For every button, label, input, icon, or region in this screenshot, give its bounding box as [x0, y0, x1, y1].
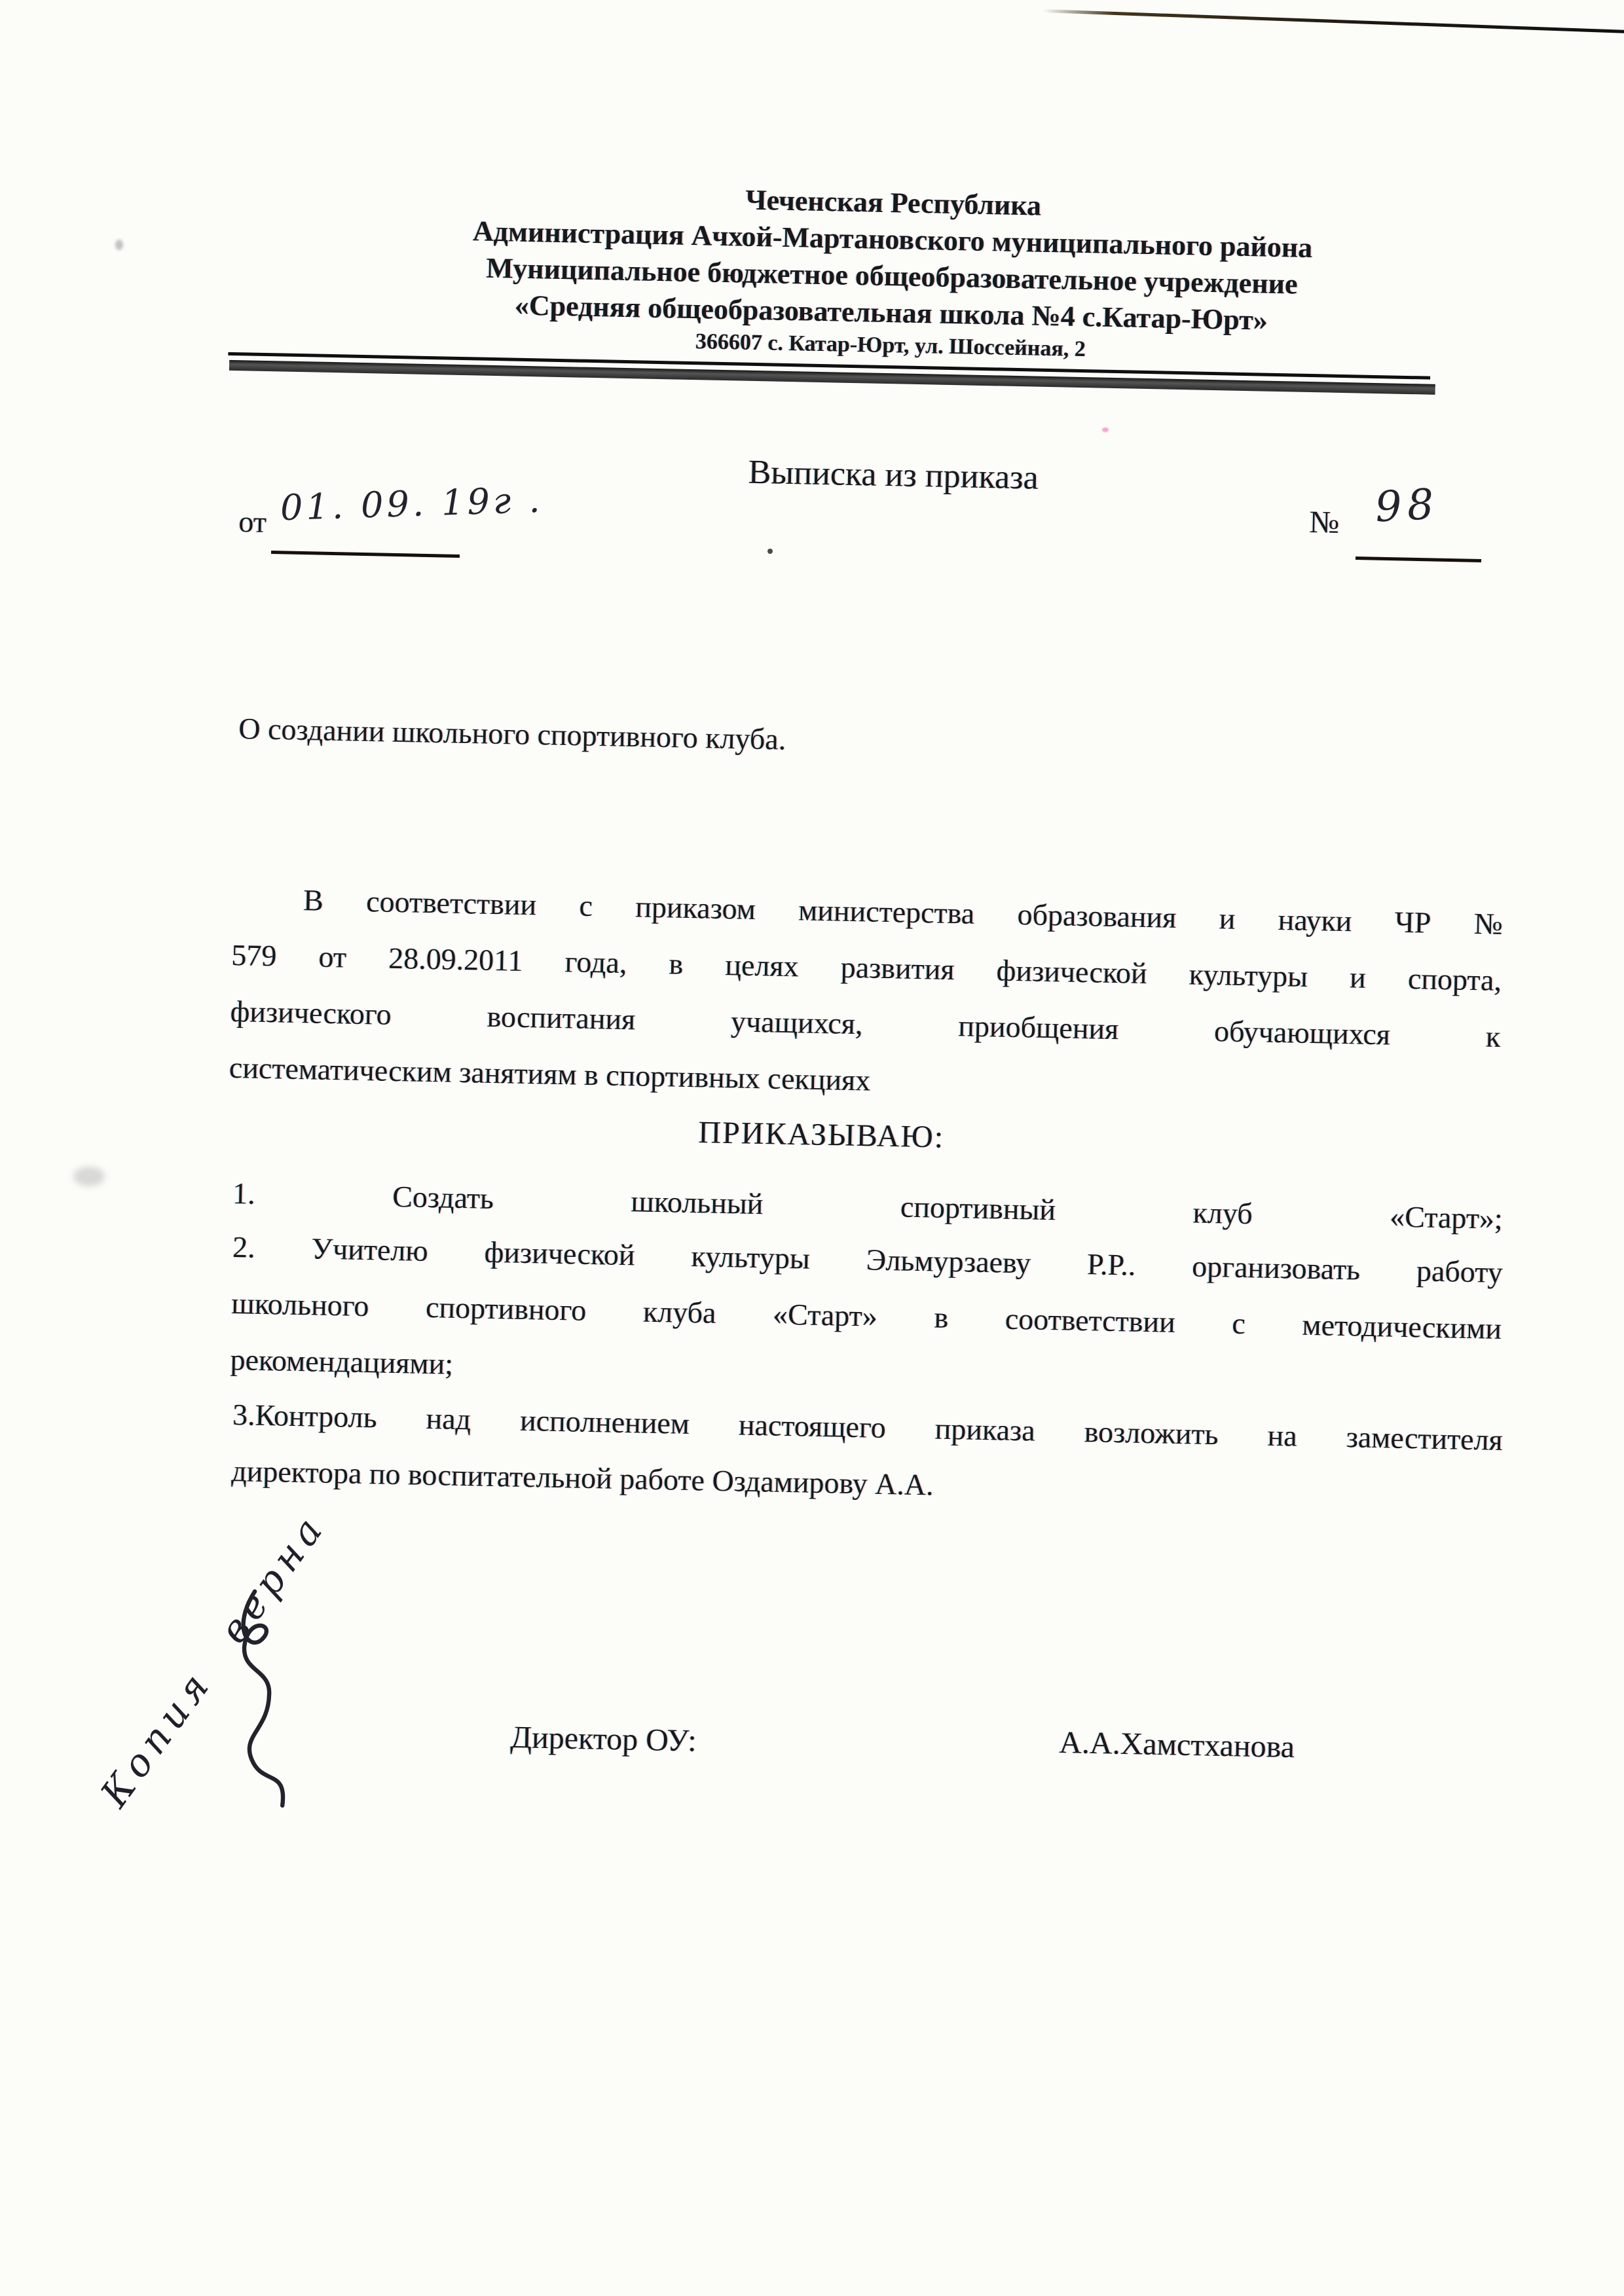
director-label: Директор ОУ: [509, 1719, 697, 1758]
date-label: от [238, 504, 267, 539]
director-name: А.А.Хамстханова [1058, 1724, 1295, 1765]
pink-speck-artifact [1102, 428, 1109, 432]
order-item-line: рекомендациями; [230, 1342, 454, 1381]
body-line: 579 от 28.09.2011 года, в целях развития физической культуры и спорта, [231, 938, 1502, 997]
number-value-handwritten: 98 [1374, 480, 1441, 532]
date-underline [271, 551, 460, 558]
order-item-line: 3.Контроль над исполнением настоящего приказа возложить на заместителя [232, 1397, 1504, 1457]
gray-speck-artifact [115, 240, 123, 250]
letterhead-line-administration: Администрация Ачхой-Мартановского муниципального района [472, 215, 1313, 264]
letterhead [232, 172, 1552, 397]
ink-dot-artifact [767, 549, 773, 554]
letterhead-line-republic: Чеченская Республика [745, 183, 1042, 222]
body-line: физического воспитания учащихся, приобщения обучающихся к [230, 994, 1501, 1053]
body-paragraph [229, 871, 1504, 1121]
order-item-line: директора по воспитательной работе Оздамирову А.А. [231, 1453, 934, 1502]
order-item-line: 1. Создать школьный спортивный клуб «Старт»; [232, 1176, 1504, 1235]
number-underline [1356, 556, 1481, 562]
subject-line: О создании школьного спортивного клуба. [238, 711, 786, 756]
letterhead-line-school: «Средняя общеобразовательная школа №4 с.Катар-Юрт» [514, 289, 1268, 337]
order-item-2 [230, 1219, 1504, 1413]
signature-scribble [193, 1576, 333, 1821]
body-line: В соответствии с приказом министерства образования и науки ЧР № [303, 883, 1504, 941]
decree-heading: ПРИКАЗЫВАЮ: [697, 1115, 945, 1155]
smudge-artifact [73, 1167, 105, 1186]
order-item-line: 2. Учителю физической культуры Эльмурзаеву Р.Р.. организовать работу [232, 1230, 1504, 1289]
letterhead-address: 366607 с. Катар-Юрт, ул. Шоссейная, 2 [695, 329, 1086, 362]
paper-edge-artifact [1043, 9, 1624, 34]
order-item-line: школьного спортивного клуба «Старт» в соответствии с методическими [231, 1286, 1502, 1345]
number-label: № [1308, 504, 1340, 540]
body-line: систематическим занятиям в спортивных секциях [229, 1050, 871, 1097]
date-value-handwritten: 01. 09. 19г . [280, 479, 544, 529]
copy-annotation-handwritten: Копия верна [92, 1504, 335, 1815]
letterhead-line-institution: Муниципальное бюджетное общеобразовательное учреждение [485, 251, 1299, 301]
document-title: Выписка из приказа [748, 453, 1039, 497]
